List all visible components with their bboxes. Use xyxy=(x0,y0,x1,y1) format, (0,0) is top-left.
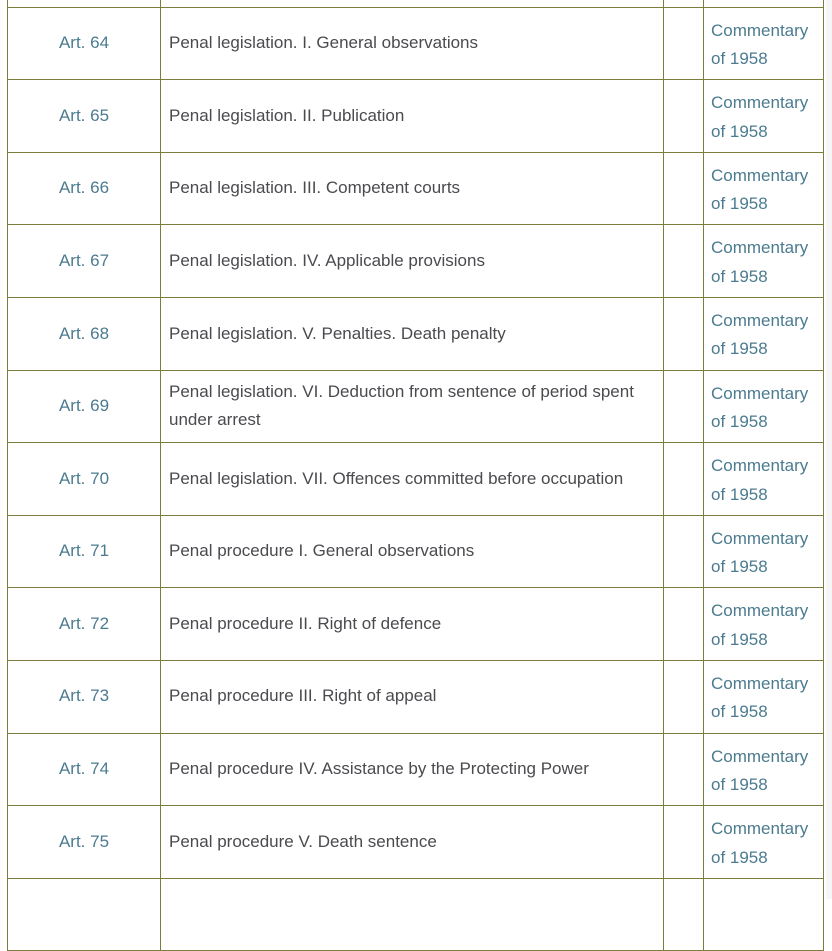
commentary-link-line2[interactable]: of 1958 xyxy=(711,194,768,214)
commentary-link-line2[interactable]: of 1958 xyxy=(711,775,768,795)
article-cell xyxy=(8,515,161,588)
title-cell xyxy=(161,297,664,370)
article-title: Penal legislation. VII. Offences committed before occupation xyxy=(169,468,624,488)
commentary-link-line1[interactable]: Commentary xyxy=(711,238,809,258)
commentary-cell xyxy=(704,370,824,443)
article-title: Penal procedure I. General observations xyxy=(169,541,475,561)
empty-cell xyxy=(664,297,704,370)
article-link[interactable]: Art. 65 xyxy=(58,105,110,125)
article-title: Penal procedure IV. Assistance by the Protecting Power xyxy=(169,759,589,779)
commentary-link-line1[interactable]: Commentary xyxy=(711,819,809,839)
table-row xyxy=(8,225,824,298)
scrollbar-track[interactable] xyxy=(826,0,832,899)
articles-table xyxy=(7,0,824,951)
empty-cell xyxy=(664,733,704,806)
article-cell xyxy=(8,297,161,370)
commentary-link-line2[interactable]: of 1958 xyxy=(711,629,768,649)
article-cell xyxy=(8,225,161,298)
title-cell xyxy=(161,7,664,80)
commentary-cell xyxy=(704,443,824,516)
empty-cell xyxy=(664,225,704,298)
title-cell xyxy=(161,660,664,733)
title-cell xyxy=(161,806,664,879)
article-cell xyxy=(8,588,161,661)
commentary-link-line2[interactable]: of 1958 xyxy=(711,266,768,286)
table-row xyxy=(8,370,824,443)
table-row xyxy=(8,733,824,806)
title-cell xyxy=(161,80,664,153)
commentary-link-line1[interactable]: Commentary xyxy=(711,20,809,40)
commentary-link-line1[interactable]: Commentary xyxy=(711,601,809,621)
commentary-link[interactable] xyxy=(711,747,808,795)
commentary-link-line2[interactable]: of 1958 xyxy=(711,412,768,432)
article-title: Penal legislation. II. Publication xyxy=(169,105,405,125)
commentary-link-line1[interactable]: Commentary xyxy=(711,746,809,766)
commentary-link-line1[interactable]: Commentary xyxy=(711,93,809,113)
table-row xyxy=(8,297,824,370)
commentary-cell xyxy=(704,80,824,153)
article-link[interactable]: Art. 75 xyxy=(58,831,110,851)
article-link[interactable]: Art. 73 xyxy=(58,686,110,706)
title-cell xyxy=(161,515,664,588)
commentary-link[interactable] xyxy=(711,238,808,286)
commentary-link[interactable] xyxy=(711,384,808,432)
title-cell xyxy=(161,588,664,661)
title-cell xyxy=(161,370,664,443)
commentary-cell xyxy=(704,806,824,879)
empty-cell xyxy=(664,152,704,225)
commentary-cell xyxy=(704,878,824,951)
empty-cell xyxy=(664,80,704,153)
article-cell xyxy=(8,806,161,879)
commentary-cell xyxy=(704,152,824,225)
empty-cell xyxy=(664,515,704,588)
empty-cell xyxy=(664,0,704,7)
commentary-link[interactable] xyxy=(711,311,808,359)
commentary-link[interactable] xyxy=(711,601,808,649)
articles-table-container xyxy=(7,0,823,951)
article-cell xyxy=(8,7,161,80)
title-cell xyxy=(161,878,664,951)
commentary-link[interactable] xyxy=(711,21,808,69)
commentary-cell xyxy=(704,733,824,806)
commentary-link-line2[interactable]: of 1958 xyxy=(711,49,768,69)
commentary-link-line1[interactable]: Commentary xyxy=(711,673,809,693)
commentary-link-line1[interactable]: Commentary xyxy=(711,165,809,185)
article-cell xyxy=(8,878,161,951)
commentary-link-line2[interactable]: of 1958 xyxy=(711,339,768,359)
article-title: Penal legislation. I. General observations xyxy=(169,33,479,53)
articles-table-body xyxy=(8,0,824,951)
title-cell xyxy=(161,733,664,806)
commentary-cell xyxy=(704,588,824,661)
article-cell xyxy=(8,152,161,225)
empty-cell xyxy=(664,660,704,733)
table-row xyxy=(8,515,824,588)
article-link[interactable]: Art. 64 xyxy=(58,33,110,53)
commentary-cell xyxy=(704,660,824,733)
commentary-link-line1[interactable]: Commentary xyxy=(711,383,809,403)
article-link[interactable]: Art. 70 xyxy=(58,468,110,488)
commentary-cell xyxy=(704,7,824,80)
table-row xyxy=(8,152,824,225)
commentary-link[interactable] xyxy=(711,819,808,867)
article-cell xyxy=(8,733,161,806)
table-row xyxy=(8,660,824,733)
table-row xyxy=(8,80,824,153)
empty-cell xyxy=(664,7,704,80)
commentary-link-line2[interactable]: of 1958 xyxy=(711,484,768,504)
article-link[interactable]: Art. 74 xyxy=(58,759,110,779)
article-cell xyxy=(8,0,161,7)
table-row xyxy=(8,7,824,80)
commentary-cell xyxy=(704,297,824,370)
commentary-link[interactable] xyxy=(711,529,808,577)
article-cell xyxy=(8,443,161,516)
commentary-link-line2[interactable]: of 1958 xyxy=(711,847,768,867)
commentary-link-line2[interactable]: of 1958 xyxy=(711,557,768,577)
empty-cell xyxy=(664,370,704,443)
article-title: Penal legislation. VI. Deduction from sentence of period spent under arrest xyxy=(169,381,634,430)
article-cell xyxy=(8,660,161,733)
article-title: Penal procedure III. Right of appeal xyxy=(169,686,437,706)
title-cell xyxy=(161,152,664,225)
title-cell xyxy=(161,225,664,298)
title-cell xyxy=(161,443,664,516)
empty-cell xyxy=(664,878,704,951)
article-link[interactable]: Art. 71 xyxy=(58,541,110,561)
commentary-link[interactable] xyxy=(711,93,808,141)
article-cell xyxy=(8,370,161,443)
article-link[interactable]: Art. 68 xyxy=(58,323,110,343)
empty-cell xyxy=(664,443,704,516)
empty-cell xyxy=(664,806,704,879)
article-title: Penal legislation. V. Penalties. Death penalty xyxy=(169,323,506,343)
commentary-link-line1[interactable]: Commentary xyxy=(711,310,809,330)
commentary-link-line2[interactable]: of 1958 xyxy=(711,702,768,722)
article-title: Penal procedure II. Right of defence xyxy=(169,613,442,633)
table-row xyxy=(8,878,824,951)
article-cell xyxy=(8,80,161,153)
article-title: Penal procedure V. Death sentence xyxy=(169,831,437,851)
article-link[interactable]: Art. 72 xyxy=(58,613,110,633)
commentary-cell xyxy=(704,225,824,298)
article-title: Penal legislation. III. Competent courts xyxy=(169,178,461,198)
table-row xyxy=(8,588,824,661)
commentary-link-line2[interactable]: of 1958 xyxy=(711,121,768,141)
commentary-link[interactable] xyxy=(711,166,808,214)
article-title: Penal legislation. IV. Applicable provisions xyxy=(169,250,485,270)
table-row xyxy=(8,443,824,516)
commentary-link-line1[interactable]: Commentary xyxy=(711,528,809,548)
commentary-link[interactable] xyxy=(711,674,808,722)
table-row xyxy=(8,806,824,879)
commentary-cell xyxy=(704,0,824,7)
table-row xyxy=(8,0,824,7)
commentary-cell xyxy=(704,515,824,588)
commentary-link-line1[interactable]: Commentary xyxy=(711,456,809,476)
commentary-link[interactable] xyxy=(711,456,808,504)
title-cell xyxy=(161,0,664,7)
article-link[interactable]: Art. 67 xyxy=(58,250,110,270)
empty-cell xyxy=(664,588,704,661)
article-link[interactable]: Art. 66 xyxy=(58,178,110,198)
article-link[interactable]: Art. 69 xyxy=(58,396,110,416)
